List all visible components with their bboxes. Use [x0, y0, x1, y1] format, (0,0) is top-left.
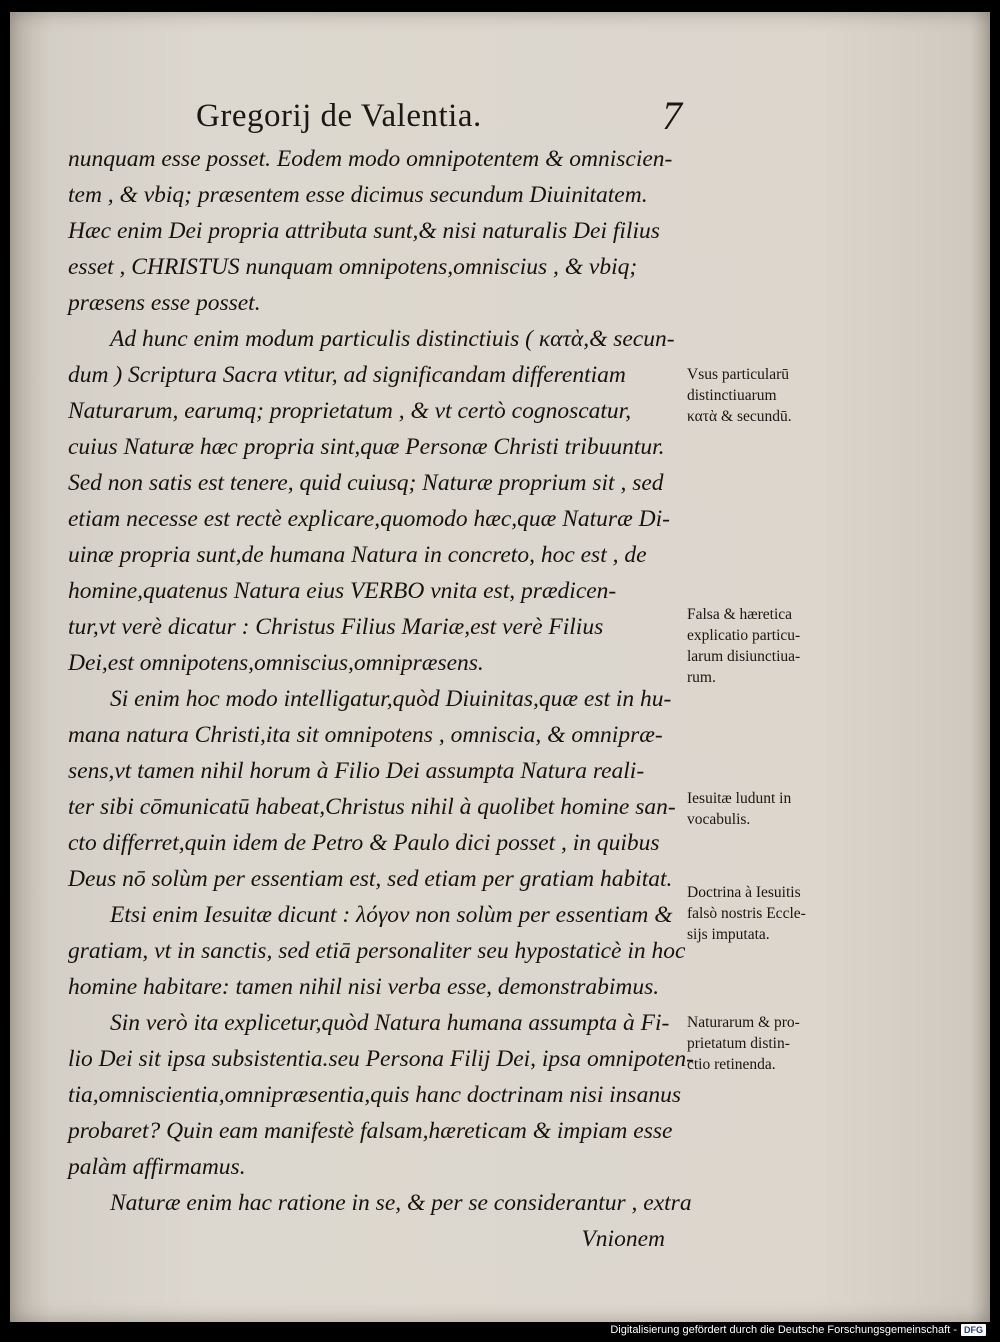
body-line: tia,omniscientia,omnipræsentia,quis hanc doctrinam nisi insanus — [68, 1082, 681, 1108]
body-line: Si enim hoc modo intelligatur,quòd Diuinitas,quæ est in hu- — [110, 686, 672, 712]
body-line: esset , CHRISTUS nunquam omnipotens,omniscius , & vbiq; — [68, 254, 638, 280]
body-line: Hæc enim Dei propria attributa sunt,& nisi naturalis Dei filius — [68, 218, 660, 244]
note-line: rum. — [687, 669, 716, 686]
body-line: Deus nō solùm per essentiam est, sed etiam per gratiam habitat. — [68, 866, 673, 892]
body-line: uinæ propria sunt,de humana Natura in concreto, hoc est , de — [68, 542, 647, 568]
note-line: larum disiunctiua- — [687, 648, 801, 665]
body-line: probaret? Quin eam manifestè falsam,hæreticam & impiam esse — [68, 1118, 673, 1144]
body-line: lio Dei sit ipsa subsistentia.seu Persona Filij Dei, ipsa omnipoten- — [68, 1046, 694, 1072]
body-line: Ad hunc enim modum particulis distinctiuis ( κατὰ,& secun- — [110, 326, 675, 352]
note-line: prietatum distin- — [687, 1035, 790, 1052]
body-line: palàm affirmamus. — [68, 1154, 246, 1180]
body-line: homine,quatenus Natura eius VERBO vnita est, prædicen- — [68, 578, 617, 604]
catchword: Vnionem — [581, 1226, 665, 1252]
note-line: distinctiuarum — [687, 387, 777, 404]
funding-notice: Digitalisierung gefördert durch die Deutsche Forschungsgemeinschaft - — [610, 1324, 957, 1336]
note-line: falsò nostris Eccle- — [687, 905, 806, 922]
marginal-note — [687, 604, 827, 688]
note-line: Doctrina à Iesuitis — [687, 884, 801, 901]
note-line: vocabulis. — [687, 811, 751, 828]
body-line: sens,vt tamen nihil horum à Filio Dei assumpta Natura reali- — [68, 758, 645, 784]
note-line: Iesuitæ ludunt in — [687, 790, 792, 807]
body-line: præsens esse posset. — [68, 290, 261, 316]
body-line: etiam necesse est rectè explicare,quomodo hæc,quæ Naturæ Di- — [68, 506, 670, 532]
body-line: ter sibi cōmunicatū habeat,Christus nihil à quolibet homine san- — [68, 794, 676, 820]
body-line: nunquam esse posset. Eodem modo omnipotentem & omniscien- — [68, 146, 673, 172]
body-line: Etsi enim Iesuitæ dicunt : λόγον non solùm per essentiam & — [110, 902, 673, 928]
note-line: sijs imputata. — [687, 926, 770, 943]
body-line: cuius Naturæ hæc propria sint,quæ Personæ Christi tribuuntur. — [68, 434, 665, 460]
body-line: cto differret,quin idem de Petro & Paulo dici posset , in quibus — [68, 830, 660, 856]
marginal-note — [687, 882, 827, 945]
marginal-note — [687, 788, 827, 830]
note-line: Falsa & hæretica — [687, 606, 793, 623]
note-line: κατὰ & secundū. — [687, 408, 792, 425]
body-line: Sed non satis est tenere, quid cuiusq; Naturæ proprium sit , sed — [68, 470, 664, 496]
digitization-footer — [610, 1322, 986, 1338]
note-line: Vsus particularū — [687, 366, 790, 383]
body-line: gratiam, vt in sanctis, sed etiā personaliter seu hypostaticè in hoc — [68, 938, 686, 964]
page-number: 7 — [662, 93, 682, 138]
marginal-note — [687, 364, 827, 427]
body-line: Dei,est omnipotens,omniscius,omnipræsens. — [68, 650, 484, 676]
note-line: explicatio particu- — [687, 627, 801, 644]
note-line: Naturarum & pro- — [687, 1014, 800, 1031]
body-line: tem , & vbiq; præsentem esse dicimus secundum Diuinitatem. — [68, 182, 648, 208]
note-line: ctio retinenda. — [687, 1056, 776, 1073]
body-line: Naturarum, earumq; proprietatum , & vt certò cognoscatur, — [68, 398, 632, 424]
body-line: mana natura Christi,ita sit omnipotens , omniscia, & omnipræ- — [68, 722, 663, 748]
body-line: dum ) Scriptura Sacra vtitur, ad significandam differentiam — [68, 362, 626, 388]
running-head: Gregorij de Valentia. — [196, 98, 482, 134]
dfg-logo-icon: DFG — [961, 1324, 986, 1336]
body-line: Naturæ enim hac ratione in se, & per se considerantur , extra — [110, 1190, 692, 1216]
body-line: homine habitare: tamen nihil nisi verba esse, demonstrabimus. — [68, 974, 660, 1000]
body-line: tur,vt verè dicatur : Christus Filius Mariæ,est verè Filius — [68, 614, 604, 640]
scanned-page — [10, 12, 990, 1322]
marginal-note — [687, 1012, 827, 1075]
body-line: Sin verò ita explicetur,quòd Natura humana assumpta à Fi- — [110, 1010, 670, 1036]
